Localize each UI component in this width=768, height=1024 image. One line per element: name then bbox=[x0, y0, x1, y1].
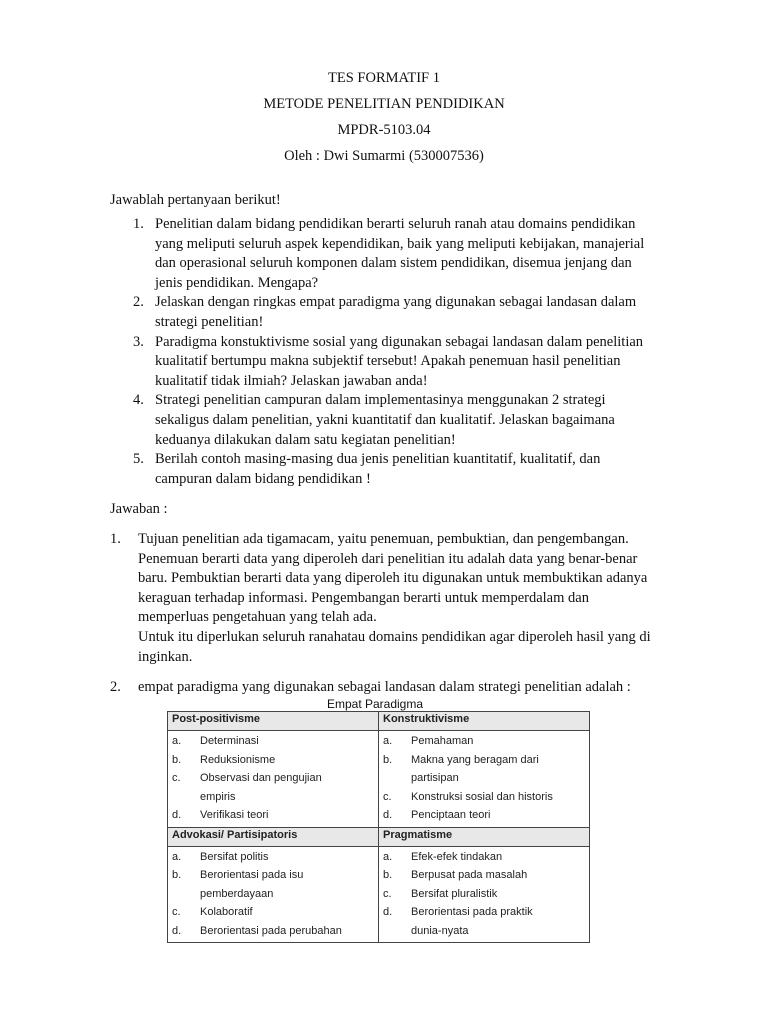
intro-text: Jawablah pertanyaan berikut! bbox=[110, 192, 281, 208]
paradigm-item bbox=[383, 732, 585, 751]
paradigm-heading: Konstruktivisme bbox=[379, 712, 590, 731]
paradigm-item bbox=[383, 751, 585, 788]
answer-line: Untuk itu diperlukan seluruh ranahatau domains pendidikan agar diperoleh hasil yang di bbox=[138, 629, 651, 645]
item-text: Pemahaman bbox=[411, 735, 474, 747]
paradigm-cell bbox=[168, 846, 379, 943]
question-line: keduanya dilakukan dalam satu kegiatan penelitian! bbox=[155, 431, 456, 448]
question-line: kualitatif tidak ilmiah? Jelaskan jawaban anda! bbox=[155, 372, 428, 389]
paradigm-item bbox=[172, 903, 374, 922]
paradigm-item bbox=[172, 866, 374, 903]
item-text: Berorientasi pada perubahan bbox=[200, 924, 342, 937]
question-line: yang meliputi seluruh aspek kependidikan, baik yang meliputi kebijakan, manajerial bbox=[155, 235, 645, 252]
item-marker: a. bbox=[172, 850, 182, 863]
item-marker: d. bbox=[383, 809, 393, 821]
answer-line: empat paradigma yang digunakan sebagai landasan dalam strategi penelitian adalah : bbox=[138, 679, 631, 695]
question-number: 2. bbox=[133, 294, 144, 311]
item-text: Kolaboratif bbox=[200, 906, 253, 918]
item-marker: a. bbox=[172, 735, 182, 747]
question-line: sekaligus dalam penelitian, yakni kuantitatif dan kualitatif. Jelaskan bagaimana bbox=[155, 412, 615, 428]
answer-line: keraguan terhadap informasi. Pengembangan berarti untuk memperdalam dan bbox=[138, 589, 589, 606]
item-marker: a. bbox=[383, 735, 393, 747]
question-line: Paradigma konstuktivisme sosial yang digunakan sebagai landasan dalam penelitian bbox=[155, 333, 644, 350]
paradigm-item bbox=[172, 922, 374, 941]
item-marker: b. bbox=[172, 869, 182, 881]
item-text: Berpusat pada masalah bbox=[411, 869, 528, 881]
paradigm-item bbox=[172, 848, 374, 867]
answer-line: baru. Pembuktian berarti data yang diperoleh itu digunakan untuk membuktikan adanya bbox=[138, 570, 648, 587]
paradigm-cell bbox=[168, 731, 379, 828]
question-line: Berilah contoh masing-masing dua jenis penelitian kuantitatif, kualitatif, dan bbox=[155, 451, 601, 468]
question-number: 1. bbox=[133, 216, 144, 232]
paradigm-item bbox=[172, 806, 374, 825]
question-line: Penelitian dalam bidang pendidikan berarti seluruh ranah atau domains pendidikan bbox=[155, 216, 636, 232]
question-number: 3. bbox=[133, 333, 144, 350]
paradigm-item bbox=[383, 788, 585, 807]
question-line: Jelaskan dengan ringkas empat paradigma yang digunakan sebagai landasan dalam bbox=[155, 294, 637, 311]
item-text: Berorientasi pada praktik dunia-nyata bbox=[411, 906, 533, 937]
item-marker: c. bbox=[383, 790, 392, 803]
paradigm-item bbox=[383, 885, 585, 904]
question-line: jenis pendidikan. Mengapa? bbox=[155, 274, 319, 291]
item-marker: c. bbox=[383, 887, 392, 900]
item-text: Penciptaan teori bbox=[411, 809, 491, 821]
paradigm-cell bbox=[379, 731, 590, 828]
item-marker: d. bbox=[172, 809, 182, 821]
answer-line: Penemuan berarti data yang diperoleh dari penelitian itu adalah data yang benar-benar bbox=[138, 550, 638, 567]
paradigm-heading: Pragmatisme bbox=[379, 827, 590, 846]
paradigm-item bbox=[383, 848, 585, 867]
question-line: strategi penelitian! bbox=[155, 314, 264, 330]
item-text: Berorientasi pada isu pemberdayaan bbox=[200, 869, 304, 900]
paradigm-item bbox=[172, 732, 374, 751]
item-marker: d. bbox=[383, 906, 393, 918]
item-marker: b. bbox=[383, 753, 393, 766]
paradigm-item bbox=[383, 903, 585, 940]
answers-label: Jawaban : bbox=[110, 501, 168, 517]
question-line: kualitatif bertumpu makna subjektif tersebut! Apakah penemuan hasil penelitian bbox=[155, 353, 621, 370]
question-number: 4. bbox=[133, 392, 144, 409]
author-line: Oleh : Dwi Sumarmi (530007536) bbox=[284, 148, 484, 164]
item-text: Observasi dan pengujian empiris bbox=[200, 772, 322, 803]
paradigm-table bbox=[167, 711, 590, 943]
item-marker: c. bbox=[172, 906, 181, 918]
answer-line: memperluas pengetahuan yang telah ada. bbox=[138, 609, 377, 626]
item-text: Makna yang beragam dari partisipan bbox=[411, 753, 539, 784]
item-text: Bersifat politis bbox=[200, 850, 269, 863]
figure-title: Empat Paradigma bbox=[326, 697, 424, 711]
item-text: Bersifat pluralistik bbox=[411, 887, 498, 900]
item-marker: d. bbox=[172, 924, 182, 937]
answer-number: 1. bbox=[110, 531, 121, 547]
item-marker: b. bbox=[172, 753, 182, 766]
paradigm-item bbox=[172, 769, 374, 806]
paradigm-cell bbox=[379, 846, 590, 943]
item-text: Efek-efek tindakan bbox=[411, 850, 503, 863]
item-marker: b. bbox=[383, 869, 393, 881]
question-line: campuran dalam bidang pendidikan ! bbox=[155, 470, 371, 487]
answer-line: inginkan. bbox=[138, 648, 193, 665]
item-marker: c. bbox=[172, 772, 181, 784]
question-line: dan operasional seluruh komponen dalam sistem pendidikan, disemua jenjang dan bbox=[155, 255, 632, 272]
paradigm-item bbox=[383, 866, 585, 885]
doc-title: TES FORMATIF 1 bbox=[328, 70, 440, 86]
paradigm-heading: Post-positivisme bbox=[168, 712, 379, 731]
course-title: METODE PENELITIAN PENDIDIKAN bbox=[263, 96, 505, 112]
item-text: Determinasi bbox=[200, 735, 259, 747]
item-text: Konstruksi sosial dan historis bbox=[411, 790, 553, 803]
answer-line: Tujuan penelitian ada tigamacam, yaitu penemuan, pembuktian, dan pengembangan. bbox=[138, 531, 629, 547]
paradigm-item bbox=[172, 751, 374, 770]
item-text: Verifikasi teori bbox=[200, 809, 269, 821]
paradigm-heading: Advokasi/ Partisipatoris bbox=[168, 827, 379, 846]
course-code: MPDR-5103.04 bbox=[337, 122, 431, 138]
question-line: Strategi penelitian campuran dalam implementasinya menggunakan 2 strategi bbox=[155, 392, 606, 409]
item-marker: a. bbox=[383, 850, 393, 863]
item-text: Reduksionisme bbox=[200, 753, 276, 766]
answer-number: 2. bbox=[110, 679, 121, 695]
question-number: 5. bbox=[133, 451, 144, 468]
paradigm-item bbox=[383, 806, 585, 825]
